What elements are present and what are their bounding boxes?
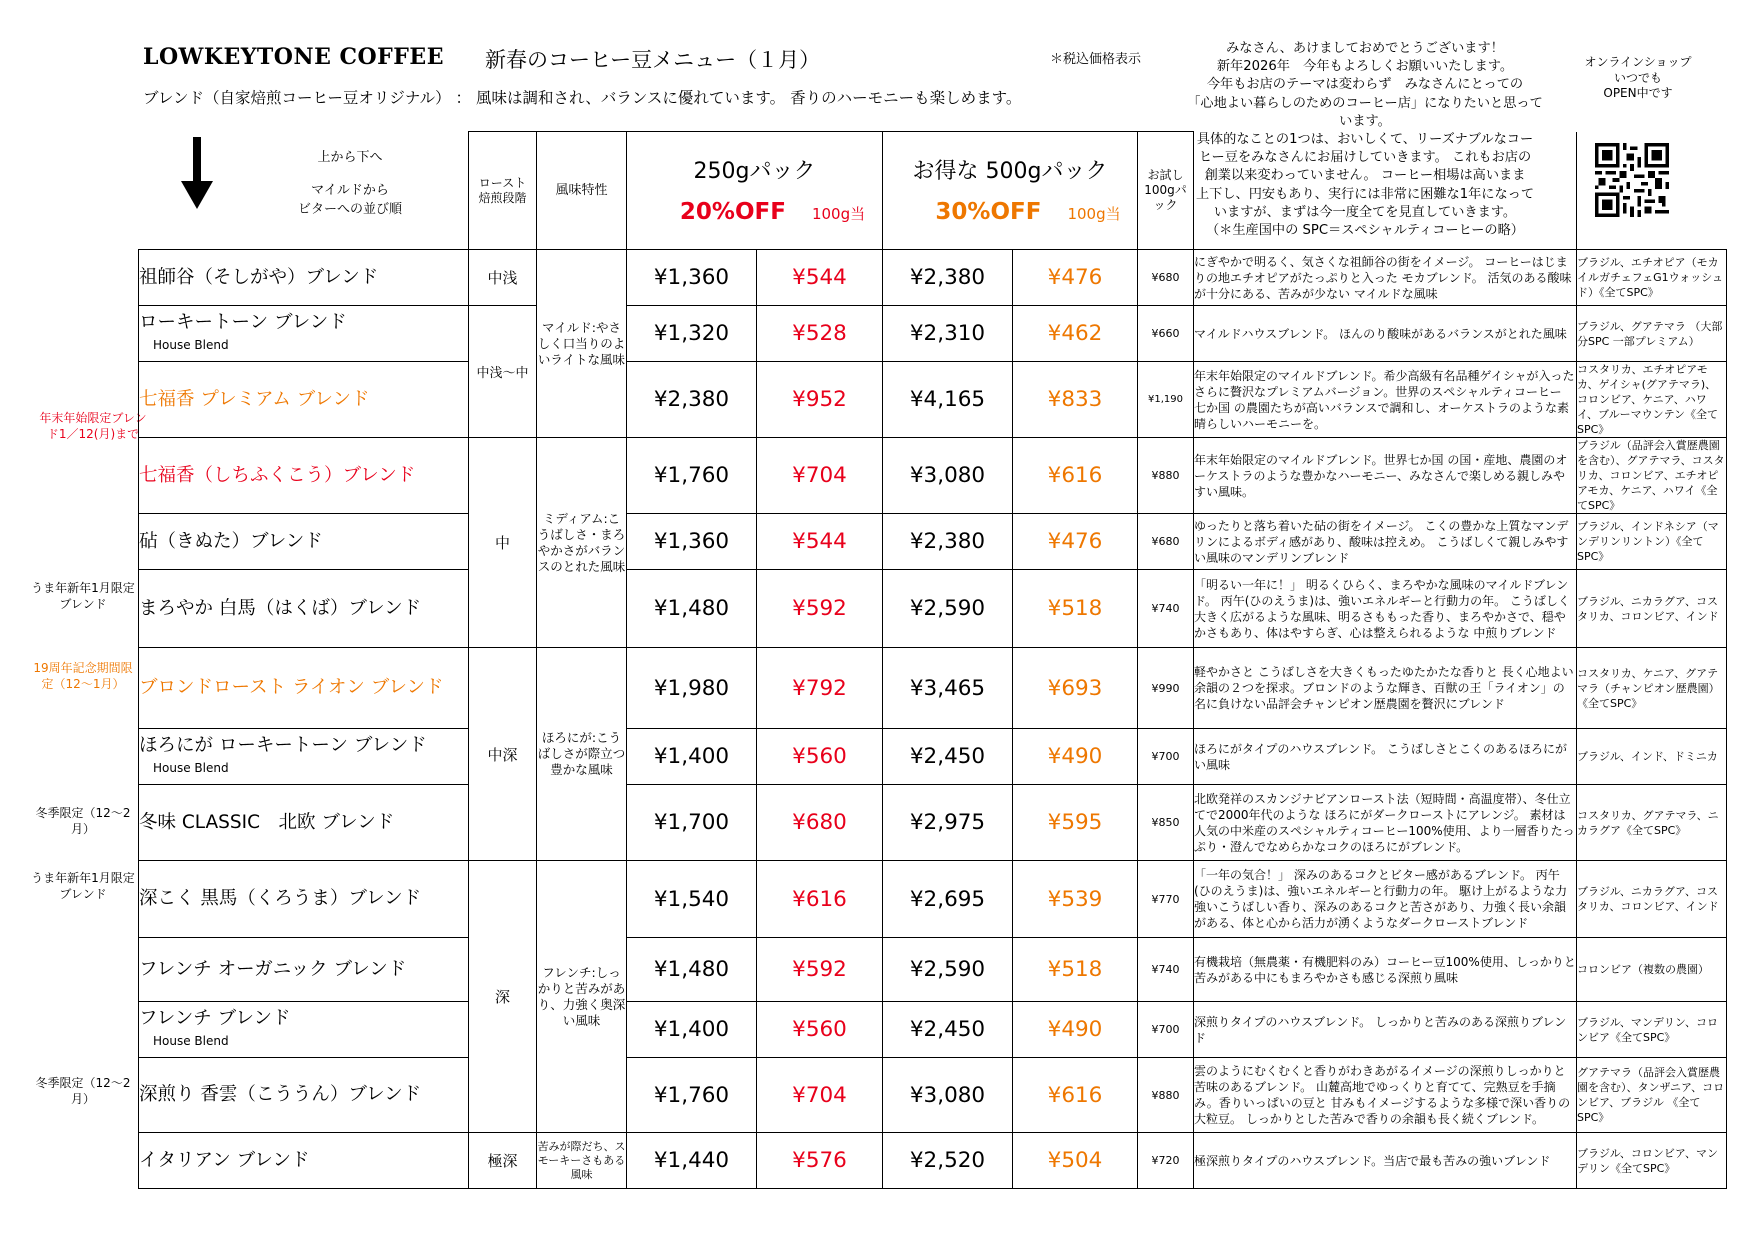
product-name: ブロンドロースト ライオン ブレンド <box>139 648 469 729</box>
origin: コロンビア（複数の農園） <box>1577 938 1727 1002</box>
table-row[interactable] <box>139 514 1727 570</box>
roast-level: 中深 <box>469 648 537 861</box>
unit-500g: ¥833 <box>1013 362 1138 438</box>
origin: ブラジル、ニカラグア、コスタリカ、コロンビア、インド <box>1577 861 1727 938</box>
origin: ブラジル、ニカラグア、コスタリカ、コロンビア、インド <box>1577 570 1727 648</box>
flavor-profile: マイルド:やさしく口当りのよいライトな風味 <box>537 250 627 438</box>
price-500g: ¥2,590 <box>883 938 1013 1002</box>
roast-level: 中浅〜中 <box>469 306 537 438</box>
description: にぎやかで明るく、気さくな祖師谷の街をイメージ。 コーヒーはじまりの地エチオピアがたっぷりと入った モカブレンド。 活気のある酸味が十分にある、苦みが少ない マイルドな風味 <box>1194 250 1577 306</box>
description: 「一年の気合！」 深みのあるコクとビター感があるブレンド。 丙午(ひのえうま)は、強いエネルギーと行動力の年。 駆け上がるような力強いこうばしい香り、深みのあるコクと苦さがあり、力強く長い余韻がある、体と心から活力が湧くようなダークローストブレンド <box>1194 861 1577 938</box>
unit-250g: ¥576 <box>757 1133 883 1189</box>
unit-500g: ¥504 <box>1013 1133 1138 1189</box>
header-blank <box>139 132 469 250</box>
origin: ブラジル、インドネシア（マンデリンリントン）《全てSPC》 <box>1577 514 1727 570</box>
unit-500g: ¥490 <box>1013 729 1138 785</box>
header-blank-desc <box>1194 132 1577 250</box>
description: ゆったりと落ち着いた砧の街をイメージ。 こくの豊かな上質なマンデリンによるボディ感があり、酸味は控えめ。 こうばしくて親しみやすい風味のマンデリンブレンド <box>1194 514 1577 570</box>
side-note-anniversary: 19周年記念期間限定（12〜1月） <box>33 661 133 691</box>
table-row[interactable] <box>139 250 1727 306</box>
table-row[interactable] <box>139 785 1727 861</box>
product-name: 砧（きぬた）ブレンド <box>139 514 469 570</box>
greeting-message: みなさん、あけましておめでとうございます！ 新年2026年 今年もよろしくお願いいたします。 今年もお店のテーマは変わらず みなさんにとっての 「心地よい暮らしのためのコーヒー店」になりたいと思って います。 具体的なことの1つは、おいしくて、リーズナブルなコー ヒー豆をみなさんにお届けしていきます。 これもお店の 創業以来変わっていません。 コーヒー相場は高いまま 上下し、円安もあり、実行には非常に困難な1年になって いますが、まずは今一度全てを見直していきます。 （＊生産国中の SPC＝スペシャルティコーヒーの略） <box>1187 41 1543 239</box>
table-row[interactable] <box>139 1133 1727 1189</box>
table-row[interactable] <box>139 648 1727 729</box>
description: 北欧発祥のスカンジナビアンロースト法（短時間・高温度帯）、冬仕立てで2000年代のような ほろにがダークローストにアレンジ。 素材は人気の中米産のスペシャルティコーヒー100%使用、より一層香りたっぷり・澄んでなめらかなコクのほろにがブレンド。 <box>1194 785 1577 861</box>
price-500g: ¥2,520 <box>883 1133 1013 1189</box>
origin: ブラジル、エチオピア（モカイルガチェフェG1ウォッシュド）《全てSPC》 <box>1577 250 1727 306</box>
origin: ブラジル、インド、ドミニカ <box>1577 729 1727 785</box>
unit-500g: ¥616 <box>1013 1058 1138 1133</box>
roast-level: 深 <box>469 861 537 1133</box>
header-blank-origin <box>1577 132 1727 250</box>
trial-price: ¥1,190 <box>1138 362 1194 438</box>
price-250g: ¥1,360 <box>627 514 757 570</box>
description: 深煎りタイプのハウスブレンド。 しっかりと苦みのある深煎りブレンド <box>1194 1002 1577 1058</box>
description: 「明るい一年に！」 明るくひらく、まろやかな風味のマイルドブレンド。 丙午(ひのえうま)は、強いエネルギーと行動力の年。 こうばしく大きく広がるような風味、明るさももった香り、まろやかさで、穏やかさもあり、体はやすらぎ、心は整えられるような 中煎りブレンド <box>1194 570 1577 648</box>
unit-250g: ¥704 <box>757 1058 883 1133</box>
roast-level: 中 <box>469 438 537 648</box>
flavor-profile: 苦みが際だち、スモーキーさもある風味 <box>537 1133 627 1189</box>
description: 有機栽培（無農薬・有機肥料のみ）コーヒー豆100%使用、しっかりと苦みがある中にもまろやかさも感じる深煎り風味 <box>1194 938 1577 1002</box>
product-name: 七福香（しちふくこう）ブレンド <box>139 438 469 514</box>
unit-250g: ¥544 <box>757 250 883 306</box>
table-row[interactable] <box>139 438 1727 514</box>
trial-price: ¥880 <box>1138 438 1194 514</box>
price-500g: ¥3,080 <box>883 438 1013 514</box>
product-name: まろやか 白馬（はくば）ブレンド <box>139 570 469 648</box>
header-500g: お得な 500gパック 30%OFF 100g当 <box>883 132 1138 250</box>
origin: ブラジル、コロンビア、マンデリン《全てSPC》 <box>1577 1133 1727 1189</box>
price-250g: ¥2,380 <box>627 362 757 438</box>
price-500g: ¥2,695 <box>883 861 1013 938</box>
description: 雲のようにむくむくと香りがわきあがるイメージの深煎りしっかりと苦味のあるブレンド。 山麓高地でゆっくりと育てて、完熟豆を手摘み。香りいっぱいの豆と 甘みもイメージするような多様で深い香りの大粒豆。 しっかりとした苦みで香りの余韻も長く続くブレンド。 <box>1194 1058 1577 1133</box>
unit-500g: ¥539 <box>1013 861 1138 938</box>
unit-250g: ¥544 <box>757 514 883 570</box>
description: マイルドハウスブレンド。 ほんのり酸味があるバランスがとれた風味 <box>1194 306 1577 362</box>
table-header-row <box>139 132 1727 250</box>
unit-500g: ¥518 <box>1013 570 1138 648</box>
product-name: ほろにが ローキートーン ブレンド House Blend <box>139 729 469 785</box>
table-row[interactable] <box>139 938 1727 1002</box>
product-name: ローキートーン ブレンド House Blend <box>139 306 469 362</box>
price-500g: ¥2,380 <box>883 250 1013 306</box>
price-250g: ¥1,400 <box>627 1002 757 1058</box>
origin: コスタリカ、エチオピアモカ、ゲイシャ(グアテマラ)、コロンビア、ケニア、ハワイ、ブルーマウンテン《全てSPC》 <box>1577 362 1727 438</box>
unit-250g: ¥528 <box>757 306 883 362</box>
side-note-uma-2: うま年新年1月限定ブレンド <box>31 871 135 901</box>
price-500g: ¥2,450 <box>883 729 1013 785</box>
price-250g: ¥1,320 <box>627 306 757 362</box>
flavor-profile: フレンチ:しっかりと苦みがあり、力強く奥深い風味 <box>537 861 627 1133</box>
table-row[interactable] <box>139 861 1727 938</box>
unit-250g: ¥704 <box>757 438 883 514</box>
price-500g: ¥2,310 <box>883 306 1013 362</box>
product-name: イタリアン ブレンド <box>139 1133 469 1189</box>
price-250g: ¥1,700 <box>627 785 757 861</box>
flavor-profile: ほろにが:こうばしさが際立つ豊かな風味 <box>537 648 627 861</box>
unit-500g: ¥462 <box>1013 306 1138 362</box>
price-500g: ¥2,380 <box>883 514 1013 570</box>
trial-price: ¥740 <box>1138 570 1194 648</box>
header-roast: ロースト焙煎段階 <box>469 132 537 250</box>
unit-500g: ¥490 <box>1013 1002 1138 1058</box>
trial-price: ¥660 <box>1138 306 1194 362</box>
header-trial: お試し100gパック <box>1138 132 1194 250</box>
unit-500g: ¥693 <box>1013 648 1138 729</box>
tax-note: ＊税込価格表示 <box>1050 52 1142 67</box>
table-row[interactable] <box>139 306 1727 362</box>
price-500g: ¥2,975 <box>883 785 1013 861</box>
unit-250g: ¥560 <box>757 729 883 785</box>
trial-price: ¥880 <box>1138 1058 1194 1133</box>
unit-250g: ¥952 <box>757 362 883 438</box>
unit-250g: ¥792 <box>757 648 883 729</box>
table-row[interactable] <box>139 1058 1727 1133</box>
menu-table <box>138 131 1727 1189</box>
discount-20: 20%OFF <box>679 198 786 225</box>
brand-title: LOWKEYTONE COFFEE <box>143 44 444 70</box>
trial-price: ¥850 <box>1138 785 1194 861</box>
header-flavor: 風味特性 <box>537 132 627 250</box>
product-name: 冬味 CLASSIC 北欧 ブレンド <box>139 785 469 861</box>
trial-price: ¥990 <box>1138 648 1194 729</box>
origin: ブラジル、グアテマラ （大部分SPC 一部プレミアム） <box>1577 306 1727 362</box>
trial-price: ¥700 <box>1138 1002 1194 1058</box>
unit-500g: ¥518 <box>1013 938 1138 1002</box>
product-name: フレンチ オーガニック ブレンド <box>139 938 469 1002</box>
unit-500g: ¥476 <box>1013 250 1138 306</box>
table-row[interactable] <box>139 729 1727 785</box>
table-row[interactable] <box>139 362 1727 438</box>
side-note-newyear: 年末年始限定ブレンド1／12(月)まで <box>39 411 147 441</box>
trial-price: ¥680 <box>1138 514 1194 570</box>
trial-price: ¥720 <box>1138 1133 1194 1189</box>
description: 年末年始限定のマイルドブレンド。希少高級有名品種ゲイシャが入ったさらに贅沢なプレミアムバージョン。世界のスペシャルティコーヒー 七か国 の農園たちが高いバランスで調和し、オーケストラのような素晴らしいハーモニーを。 <box>1194 362 1577 438</box>
price-250g: ¥1,480 <box>627 570 757 648</box>
price-250g: ¥1,760 <box>627 1058 757 1133</box>
online-shop-note[interactable]: オンラインショップ いつでも OPEN中です <box>1584 55 1692 100</box>
origin: ブラジル、マンデリン、コロンビア《全てSPC》 <box>1577 1002 1727 1058</box>
price-250g: ¥1,360 <box>627 250 757 306</box>
description: ほろにがタイプのハウスブレンド。 こうばしさとこくのあるほろにがい風味 <box>1194 729 1577 785</box>
price-250g: ¥1,980 <box>627 648 757 729</box>
side-note-winter-1: 冬季限定（12〜2月） <box>35 806 131 836</box>
unit-250g: ¥592 <box>757 938 883 1002</box>
product-name: 深煎り 香雲（こううん）ブレンド <box>139 1058 469 1133</box>
flavor-profile: ミディアム:こうばしさ・まろやかさがバランスのとれた風味 <box>537 438 627 648</box>
trial-price: ¥680 <box>1138 250 1194 306</box>
origin: グアテマラ（品評会入賞歴農園を含む）、タンザニア、コロンビア、ブラジル 《全てSPC》 <box>1577 1058 1727 1133</box>
roast-level: 極深 <box>469 1133 537 1189</box>
price-250g: ¥1,540 <box>627 861 757 938</box>
trial-price: ¥700 <box>1138 729 1194 785</box>
order-note: 上から下へ マイルドから ビターへの並び順 <box>297 150 402 217</box>
header-250g: 250gパック 20%OFF 100g当 <box>627 132 883 250</box>
menu-title: 新春のコーヒー豆メニュー（１月） <box>485 48 821 72</box>
price-500g: ¥2,590 <box>883 570 1013 648</box>
price-250g: ¥1,480 <box>627 938 757 1002</box>
table-row[interactable] <box>139 570 1727 648</box>
trial-price: ¥770 <box>1138 861 1194 938</box>
product-name: 祖師谷（そしがや）ブレンド <box>139 250 469 306</box>
side-note-uma-1: うま年新年1月限定ブレンド <box>31 581 135 611</box>
trial-price: ¥740 <box>1138 938 1194 1002</box>
unit-500g: ¥595 <box>1013 785 1138 861</box>
roast-level: 中浅 <box>469 250 537 306</box>
price-500g: ¥4,165 <box>883 362 1013 438</box>
origin: ブラジル（品評会入賞歴農園を含む）、グアテマラ、コスタリカ、コロンビア、エチオピアモカ、ケニア、ハワイ《全てSPC》 <box>1577 439 1725 512</box>
description: 年末年始限定のマイルドブレンド。世界七か国 の国・産地、農園のオーケストラのような豊かなハーモニー、みなさんで楽しめる親しみやすい風味。 <box>1194 438 1577 514</box>
unit-500g: ¥616 <box>1013 438 1138 514</box>
description: 軽やかさと こうばしさを大きくもったゆたかたな香りと 長く心地よい余韻の２つを探求。ブロンドのような輝き、百獣の王「ライオン」の名に負けない品評会チャンピオン歴農園を贅沢にブレンド <box>1194 648 1577 729</box>
price-250g: ¥1,400 <box>627 729 757 785</box>
side-note-winter-2: 冬季限定（12〜2月） <box>35 1076 131 1106</box>
unit-250g: ¥680 <box>757 785 883 861</box>
description: 極深煎りタイプのハウスブレンド。当店で最も苦みの強いブレンド <box>1194 1133 1577 1189</box>
table-row[interactable] <box>139 1002 1727 1058</box>
origin: コスタリカ、グアテマラ、ニカラグア《全てSPC》 <box>1577 785 1727 861</box>
price-500g: ¥3,080 <box>883 1058 1013 1133</box>
blend-description: ブレンド（自家焙煎コーヒー豆オリジナル） ： 風味は調和され、バランスに優れています。 香りのハーモニーも楽しめます。 <box>143 89 1022 107</box>
product-name: 七福香 プレミアム ブレンド <box>139 362 469 438</box>
unit-250g: ¥592 <box>757 570 883 648</box>
price-250g: ¥1,440 <box>627 1133 757 1189</box>
product-name: 深こく 黒馬（くろうま）ブレンド <box>139 861 469 938</box>
origin: コスタリカ、ケニア、グアテマラ（チャンピオン歴農園）《全てSPC》 <box>1577 648 1727 729</box>
price-250g: ¥1,760 <box>627 438 757 514</box>
price-500g: ¥2,450 <box>883 1002 1013 1058</box>
unit-250g: ¥560 <box>757 1002 883 1058</box>
discount-30: 30%OFF <box>935 198 1042 225</box>
unit-500g: ¥476 <box>1013 514 1138 570</box>
unit-250g: ¥616 <box>757 861 883 938</box>
product-name: フレンチ ブレンド House Blend <box>139 1002 469 1058</box>
price-500g: ¥3,465 <box>883 648 1013 729</box>
